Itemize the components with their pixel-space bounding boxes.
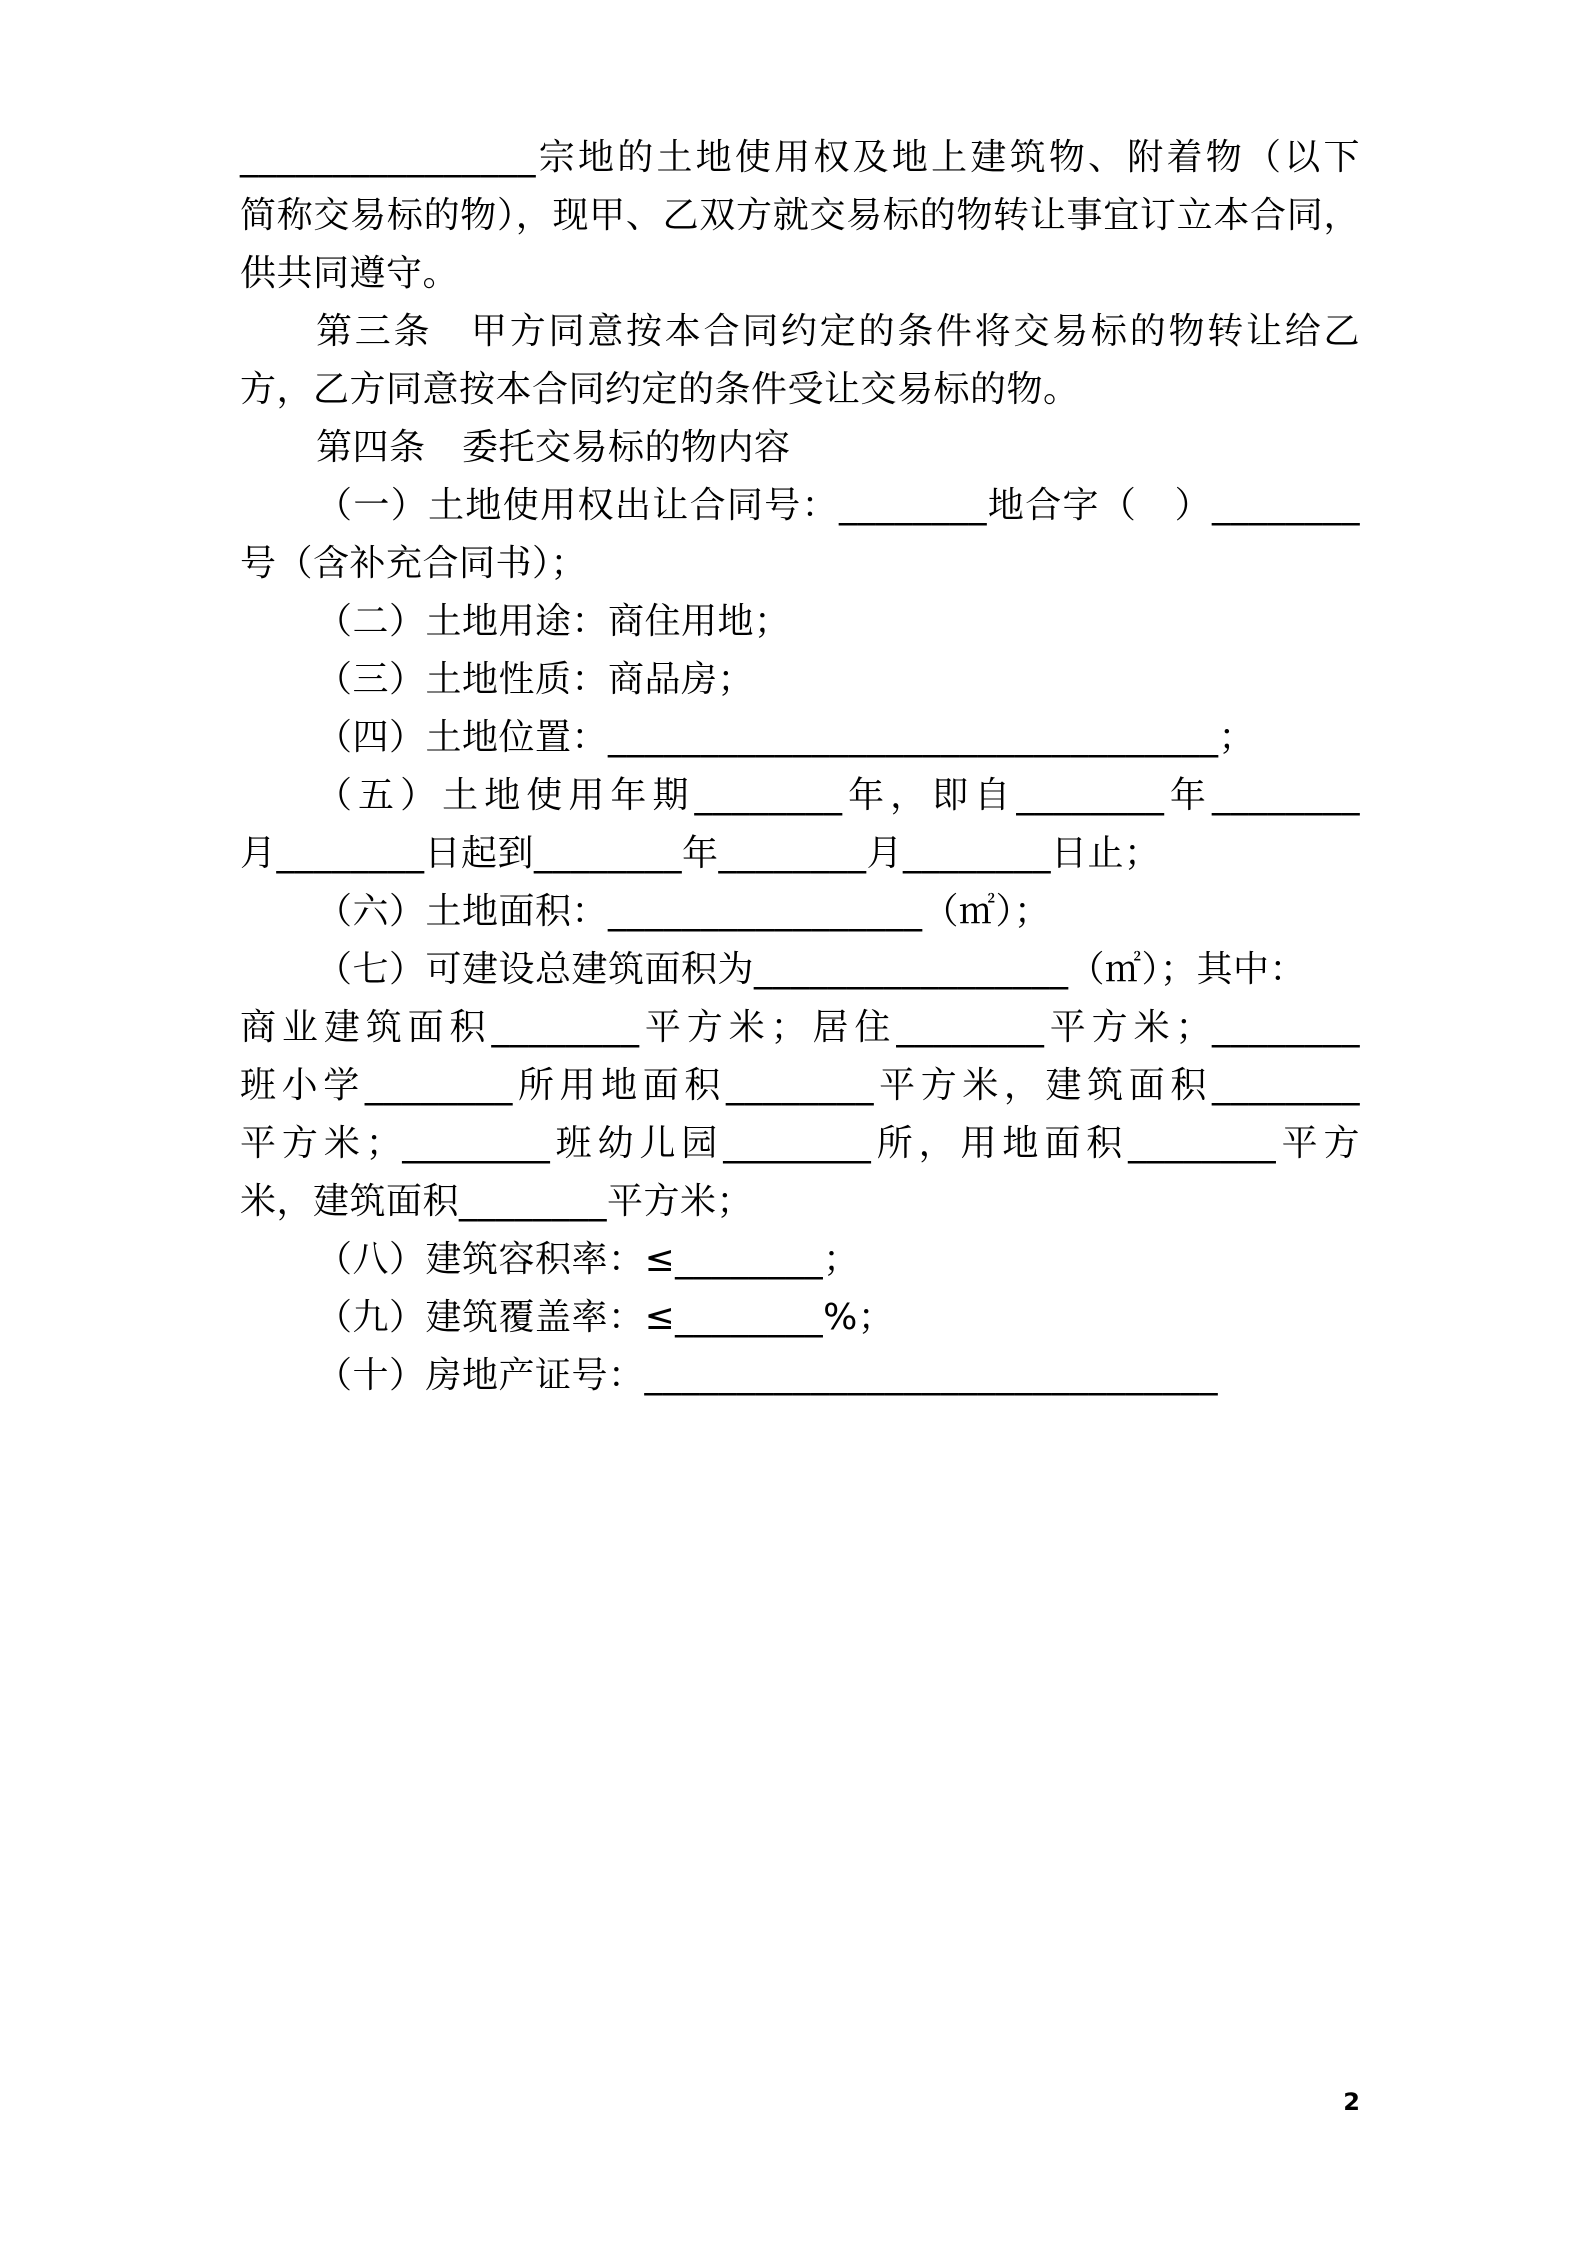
clause-5: （五）土地使用年期________年，即自________年________ [316,775,1360,816]
text-line: 简称交易标的物），现甲、乙双方就交易标的物转让事宜订立本合同， [240,195,1360,236]
text-line: 平方米；________班幼儿园________所，用地面积________平方 [240,1123,1360,1164]
clause-3: （三）土地性质：商品房； [316,659,755,700]
article-4-heading: 第四条 委托交易标的物内容 [316,427,791,468]
clause-7: （七）可建设总建筑面积为_________________（㎡）；其中： [316,949,1307,990]
text-line: 班小学________所用地面积________平方米，建筑面积________ [240,1065,1360,1106]
text-line: 米，建筑面积________平方米； [240,1181,754,1222]
text-line: 商业建筑面积________平方米；居住________平方米；________ [240,1007,1360,1048]
text-line: ________________宗地的土地使用权及地上建筑物、附着物（以下 [240,137,1360,178]
clause-1: （一）土地使用权出让合同号：________地合字（ ）________ [316,485,1360,526]
page-number: 2 [1343,2088,1360,2116]
clause-10: （十）房地产证号：_______________________________ [316,1355,1219,1396]
text-line: 方，乙方同意按本合同约定的条件受让交易标的物。 [240,369,1080,410]
clause-6: （六）土地面积：_________________（㎡）； [316,891,1051,932]
clause-9: （九）建筑覆盖率：≤________%； [316,1297,895,1338]
clause-4: （四）土地位置：_________________________________； [316,717,1256,758]
clause-8: （八）建筑容积率：≤________； [316,1239,860,1280]
text-line: 号（含补充合同书）； [240,543,588,584]
article-3-heading: 第三条 甲方同意按本合同约定的条件将交易标的物转让给乙 [316,311,1360,352]
text-line: 供共同遵守。 [240,253,460,294]
text-line: 月________日起到________年________月________日止； [240,833,1161,874]
clause-2: （二）土地用途：商住用地； [316,601,791,642]
